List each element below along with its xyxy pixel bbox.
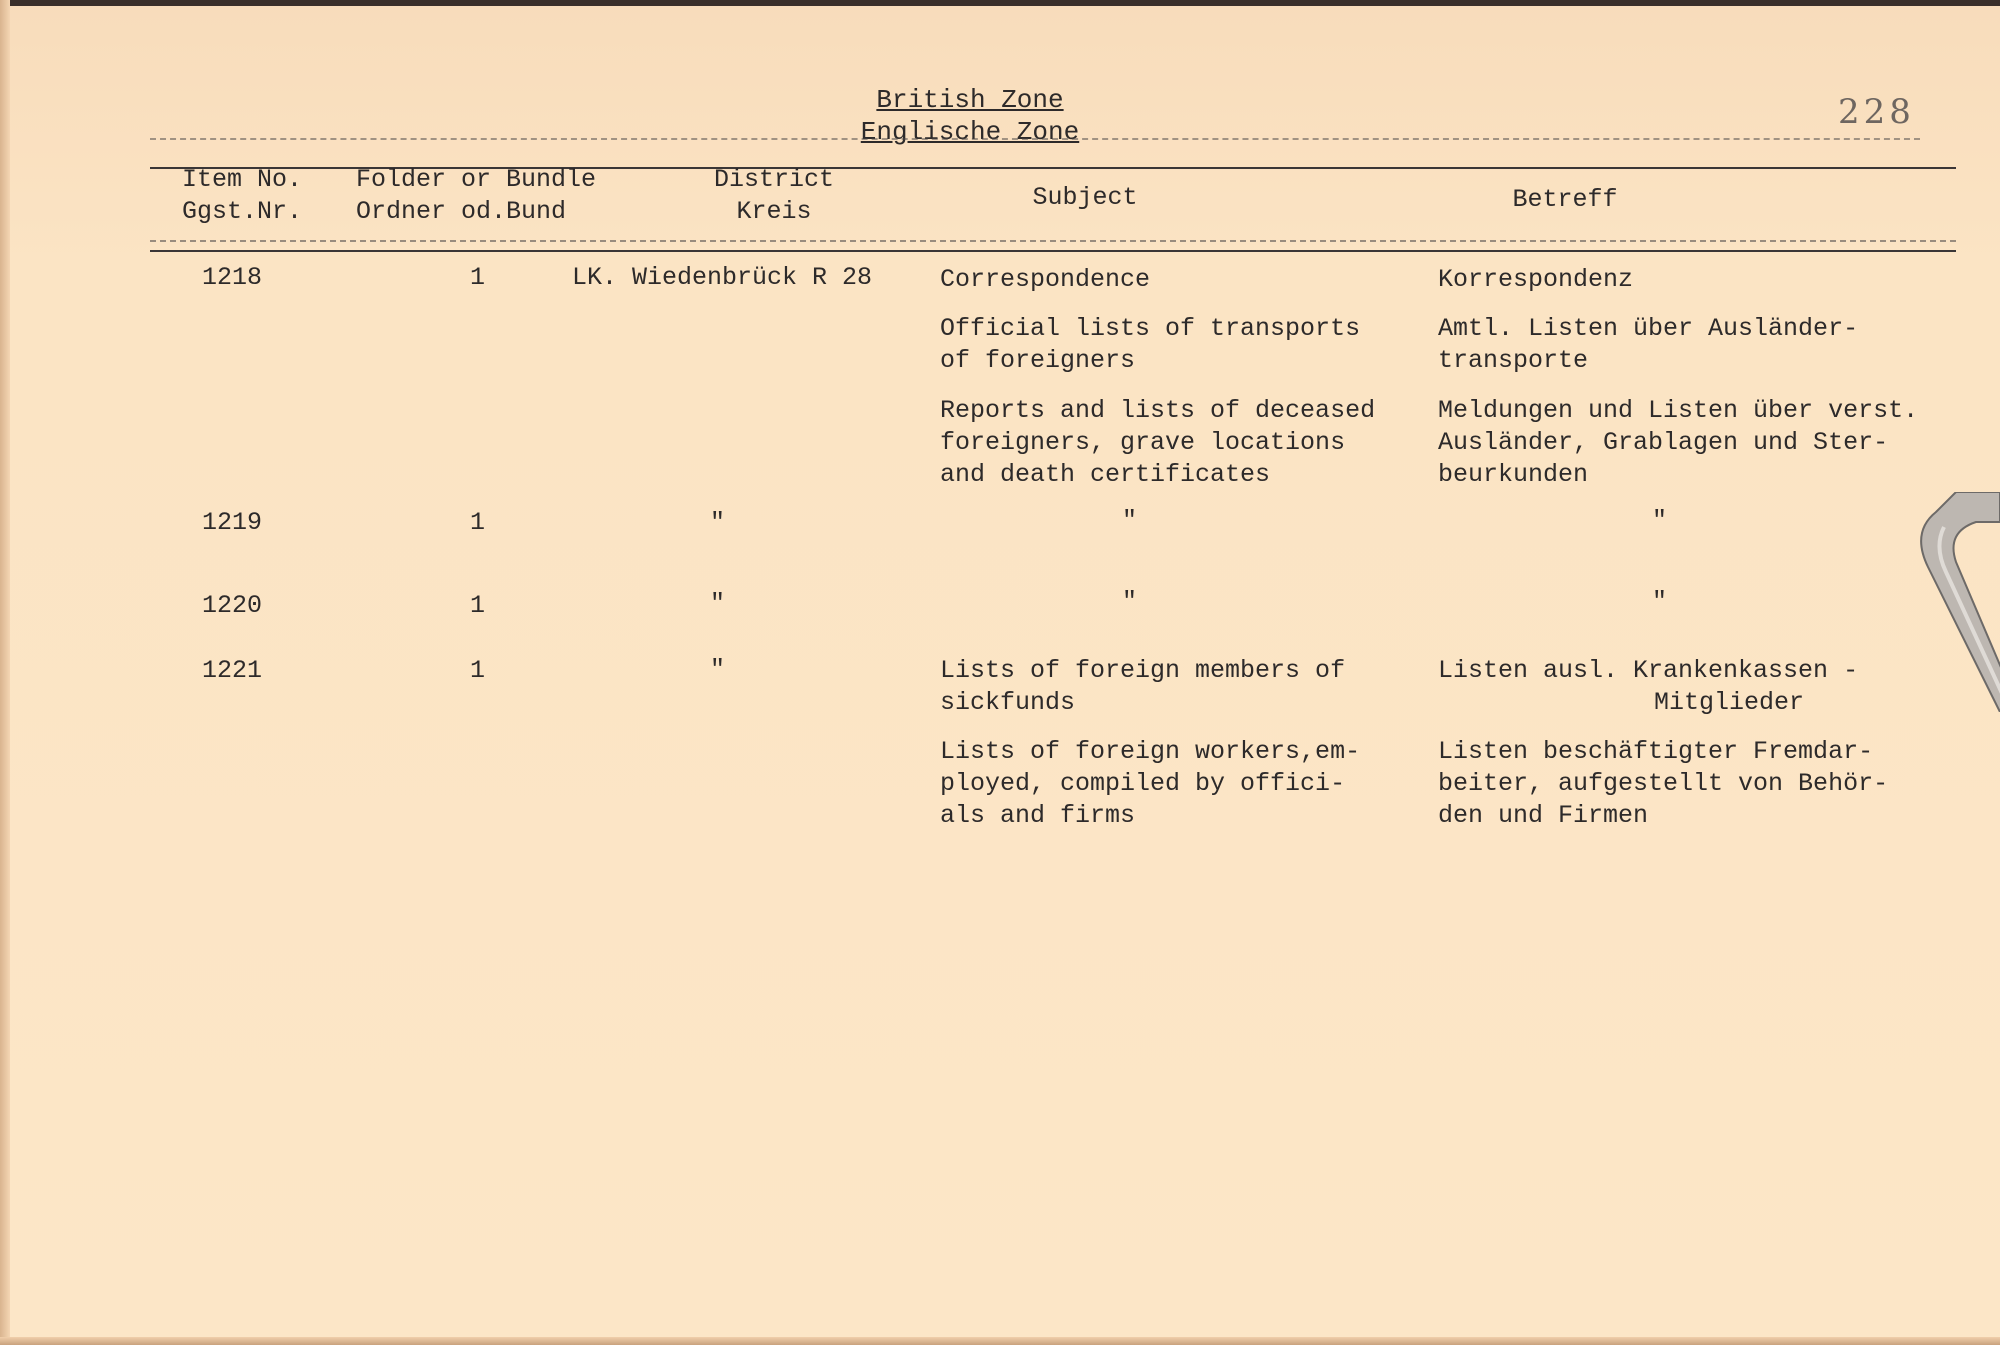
row-1219-folder: 1 [470,508,486,537]
col-header-item [182,164,322,228]
col-header-item-en: Item No. [182,165,303,194]
col-header-betreff: Betreff [1512,185,1618,214]
page-left-edge [0,0,10,1345]
col-header-subject: Subject [1032,183,1138,212]
col-header-folder [356,164,646,228]
row-1221-item: 1221 [202,656,263,685]
row-1221-subject-2: Lists of foreign workers,em- ployed, compiled by offici- als and firms [940,737,1361,830]
page-number: 228 [1838,92,1915,132]
row-1218-subject-3: Reports and lists of deceased foreigners, grave locations and death certificates [940,396,1376,489]
row-1218-district: LK. Wiedenbrück R 28 [572,263,873,292]
page-bottom-edge [0,1337,2000,1345]
row-1218-betreff-3: Meldungen und Listen über verst. Ausländer, Grablagen und Ster- beurkunden [1438,396,1919,489]
zone-title-german: Englische Zone [860,117,1080,147]
header-bottom-rule [150,250,1956,252]
row-1218-subject-1: Correspondence [940,265,1151,294]
row-1218-betreff-2: Amtl. Listen über Ausländer- transporte [1438,314,1859,375]
col-header-district [694,164,854,228]
row-1221-betreff-2: Listen beschäftigter Fremdar- beiter, aufgestellt von Behör- den und Firmen [1438,737,1889,830]
row-1220-folder: 1 [470,591,486,620]
row-1218-betreff-1: Korrespondenz [1438,265,1634,294]
row-1219-betreff-ditto: " [1652,506,1668,535]
row-1218-subject-2: Official lists of transports of foreigners [940,314,1361,375]
col-header-district-en: District [713,165,835,194]
row-1219-item: 1219 [202,508,263,537]
clip-tweezer-icon [1916,492,2000,712]
header-dashed-underline [150,240,1956,242]
col-header-item-de: Ggst.Nr. [182,197,303,226]
row-1220-betreff-ditto: " [1652,587,1668,616]
row-1220-district-ditto: " [710,589,726,618]
row-1221-betreff-1-line1: Listen ausl. Krankenkassen - [1438,656,1859,685]
row-1220-item: 1220 [202,591,263,620]
row-1221-subject-1: Lists of foreign members of sickfunds [940,656,1346,717]
header-dashed-line [150,138,1920,140]
row-1220-subject-ditto: " [1122,587,1138,616]
col-header-district-de: Kreis [736,197,812,226]
zone-title-english: British Zone [876,85,1064,115]
row-1219-subject-ditto: " [1122,506,1138,535]
col-header-folder-en: Folder or Bundle [356,165,597,194]
row-1221-folder: 1 [470,656,486,685]
col-header-folder-de: Ordner od.Bund [356,197,567,226]
row-1219-district-ditto: " [710,508,726,537]
row-1218-folder: 1 [470,263,486,292]
row-1221-betreff-1-line2: Mitglieder [1654,688,1805,717]
row-1221-district-ditto: " [710,655,726,684]
row-1218-item: 1218 [202,263,263,292]
